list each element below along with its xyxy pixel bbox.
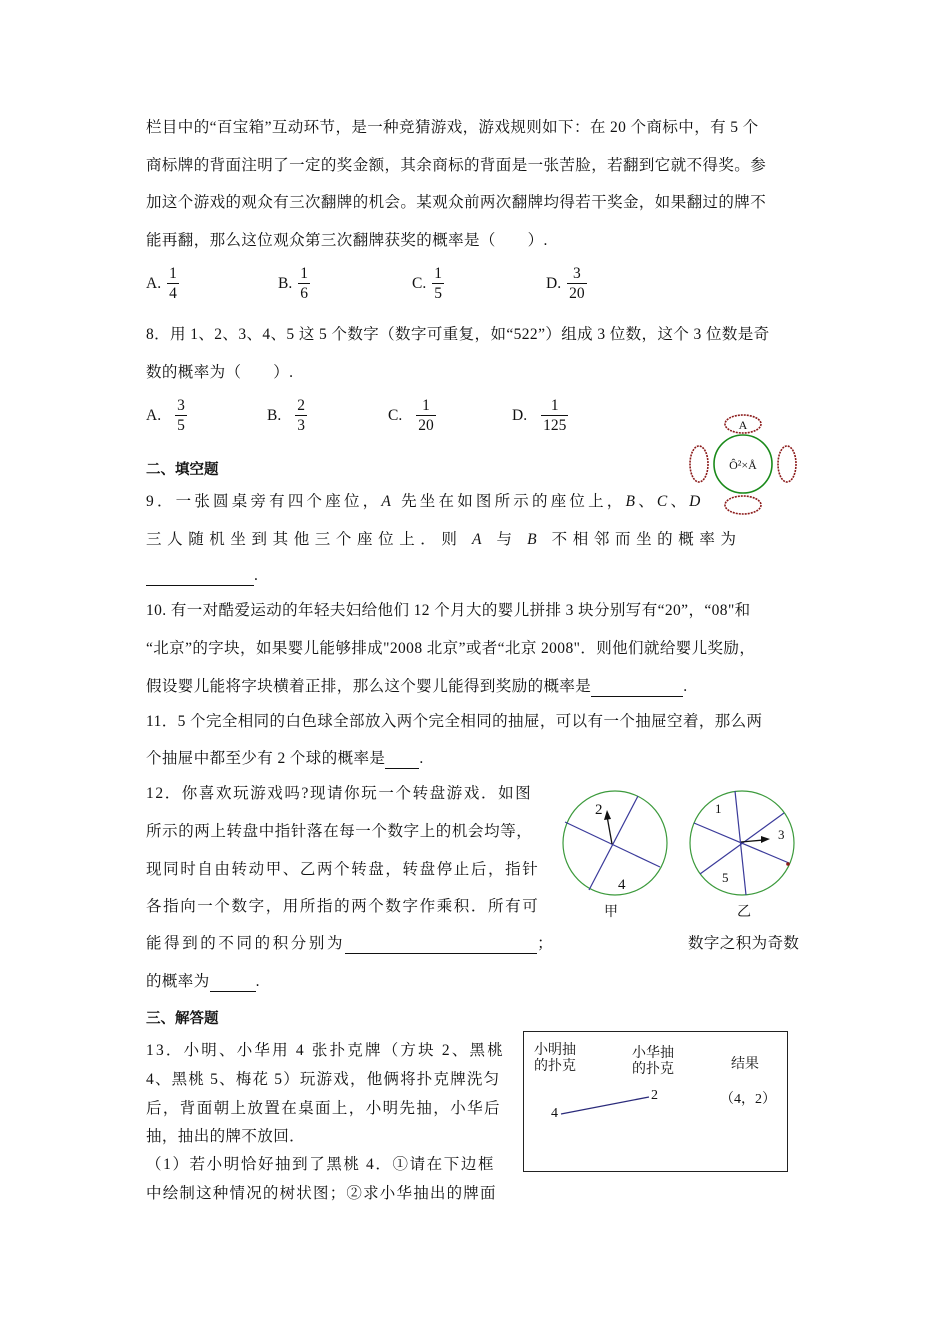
q12-line-1: 12．你喜欢玩游戏吗?现请你玩一个转盘游戏．如图 <box>146 785 533 802</box>
answer-blank[interactable] <box>385 752 419 769</box>
tree-diagram-box <box>523 1031 788 1172</box>
option-label: C. <box>388 406 403 424</box>
q12-line-5-right: 数字之积为奇数 <box>688 935 800 952</box>
q8-line-2: 数的概率为（ ）. <box>146 364 294 381</box>
spinner-number: 1 <box>715 801 722 816</box>
q7-option-b <box>278 264 310 303</box>
fraction: $\frac{1}{5}$ <box>434 265 442 302</box>
option-label: A. <box>146 406 162 424</box>
q8-option-d <box>512 396 568 435</box>
seat-right <box>778 446 796 482</box>
section-solve-title: 三、解答题 <box>146 1011 219 1027</box>
q7-line-3: 加这个游戏的观众有三次翻牌的机会。某观众前两次翻牌均得若干奖金，如果翻过的牌不 <box>146 194 767 211</box>
q10-line-3: 假设婴儿能将字块横着正排，那么这个婴儿能得到奖励的概率是 . <box>146 678 688 695</box>
answer-blank[interactable] <box>591 680 683 697</box>
q13-line-1: 13．小明、小华用 4 张扑克牌（方块 2、黑桃 <box>146 1042 505 1059</box>
pointer-arrow-icon <box>604 810 611 820</box>
q8-option-c <box>388 396 436 435</box>
fraction: $\frac{1}{20}$ <box>418 397 434 434</box>
answer-blank[interactable] <box>345 937 537 954</box>
q12-line-6: 的概率为 . <box>146 973 260 990</box>
q8-option-a <box>146 396 187 435</box>
q9-line-1: 9．一张圆桌旁有四个座位，A 先坐在如图所示的座位上，B、C、D <box>146 493 704 510</box>
section-fill-in-title: 二、填空题 <box>146 462 219 478</box>
q13-line-5: （1）若小明恰好抽到了黑桃 4．①请在下边框 <box>146 1156 496 1173</box>
seat-label-a: A <box>738 418 748 432</box>
fraction: $\frac{1}{125}$ <box>543 397 567 434</box>
spinner-caption: 甲 <box>604 905 618 920</box>
spinner-number: 3 <box>778 827 785 842</box>
pointer <box>607 816 612 844</box>
option-label: C. <box>412 274 427 292</box>
tree-header-result: 结果 <box>731 1056 759 1072</box>
divider-line <box>565 822 660 867</box>
spinner-jia-circle <box>563 791 667 895</box>
q7-line-2: 商标牌的背面注明了一定的奖金额，其余商标的背面是一张苦脸，若翻到它就不得奖。参 <box>146 157 767 174</box>
option-label: D. <box>546 274 562 292</box>
fraction: $\frac{3}{20}$ <box>569 265 585 302</box>
spinner-jia <box>555 780 675 930</box>
divider-line <box>700 813 784 874</box>
q12-line-5: 能得到的不同的积分别为 ； <box>146 935 554 952</box>
q12-line-3: 现同时自由转动甲、乙两个转盘，转盘停止后，指针 <box>146 861 540 878</box>
q7-option-c <box>412 264 444 303</box>
q11-line-2: 个抽屉中都至少有 2 个球的概率是 . <box>146 750 424 767</box>
seat-bottom <box>725 496 761 514</box>
fraction: $\frac{1}{6}$ <box>300 265 308 302</box>
tree-result: （4，2） <box>720 1092 776 1107</box>
tree-header-xiaohua: 小华抽 的扑克 <box>632 1045 674 1077</box>
q9-line-3: . <box>146 566 258 586</box>
seat-left <box>690 446 708 482</box>
tree-root-node: 4 <box>551 1106 558 1121</box>
marker-dot <box>786 862 790 866</box>
pointer-arrow-icon <box>761 836 770 843</box>
spinner-yi <box>680 780 810 930</box>
q12-line-4: 各指向一个数字，用所指的两个数字作乘积．所有可 <box>146 898 540 915</box>
q11-line-1: 11．5 个完全相同的白色球全部放入两个完全相同的抽屉，可以有一个抽屉空着，那么两 <box>146 713 763 730</box>
option-label: B. <box>278 274 293 292</box>
option-label: B. <box>267 406 282 424</box>
table-label: Ô²×Å <box>729 458 757 472</box>
spinner-number: 5 <box>722 870 729 885</box>
q13-line-2: 4、黑桃 5、梅花 5）玩游戏，他俩将扑克牌洗匀 <box>146 1071 501 1088</box>
tree-header-xiaoming: 小明抽 的扑克 <box>534 1042 576 1074</box>
tree-leaf-node: 2 <box>651 1088 658 1103</box>
q7-line-4: 能再翻，那么这位观众第三次翻牌获奖的概率是（ ）. <box>146 232 548 249</box>
fraction: $\frac{2}{3}$ <box>297 397 305 434</box>
q8-option-b <box>267 396 307 435</box>
answer-blank[interactable] <box>210 975 256 992</box>
fraction: $\frac{3}{5}$ <box>177 397 185 434</box>
q13-line-6: 中绘制这种情况的树状图；②求小华抽出的牌面 <box>146 1185 497 1202</box>
q10-line-2: “北京”的字块，如果婴儿能够排成"2008 北京”或者“北京 2008"．则他们就给婴儿奖励， <box>146 640 756 657</box>
q12-line-2: 所示的两上转盘中指针落在每一个数字上的机会均等， <box>146 823 533 840</box>
q9-line-2: 三人随机坐到其他三个座位上．则 A 与 B 不相邻而坐的概率为 <box>146 531 742 548</box>
q7-line-1: 栏目中的“百宝箱”互动环节，是一种竞猜游戏，游戏规则如下：在 20 个商标中，有 5 个 <box>146 119 759 136</box>
q13-line-4: 抽，抽出的牌不放回． <box>146 1128 306 1145</box>
q8-line-1: 8．用 1、2、3、4、5 这 5 个数字（数字可重复，如“522”）组成 3 位数，这个 3 位数是奇 <box>146 326 770 343</box>
q10-line-1: 10. 有一对酷爱运动的年轻夫妇给他们 12 个月大的婴儿拼排 3 块分别写有“20”，“08"和 <box>146 602 751 619</box>
q7-option-d <box>546 264 587 303</box>
q7-option-a <box>146 264 179 303</box>
option-label: A. <box>146 274 162 292</box>
spinner-caption: 乙 <box>737 905 751 920</box>
q13-line-3: 后，背面朝上放置在桌面上，小明先抽，小华后 <box>146 1100 501 1117</box>
fraction: $\frac{1}{4}$ <box>169 265 177 302</box>
spinner-number: 4 <box>618 877 626 893</box>
spinner-number: 2 <box>595 802 603 818</box>
option-label: D. <box>512 406 528 424</box>
answer-blank[interactable] <box>146 569 254 586</box>
